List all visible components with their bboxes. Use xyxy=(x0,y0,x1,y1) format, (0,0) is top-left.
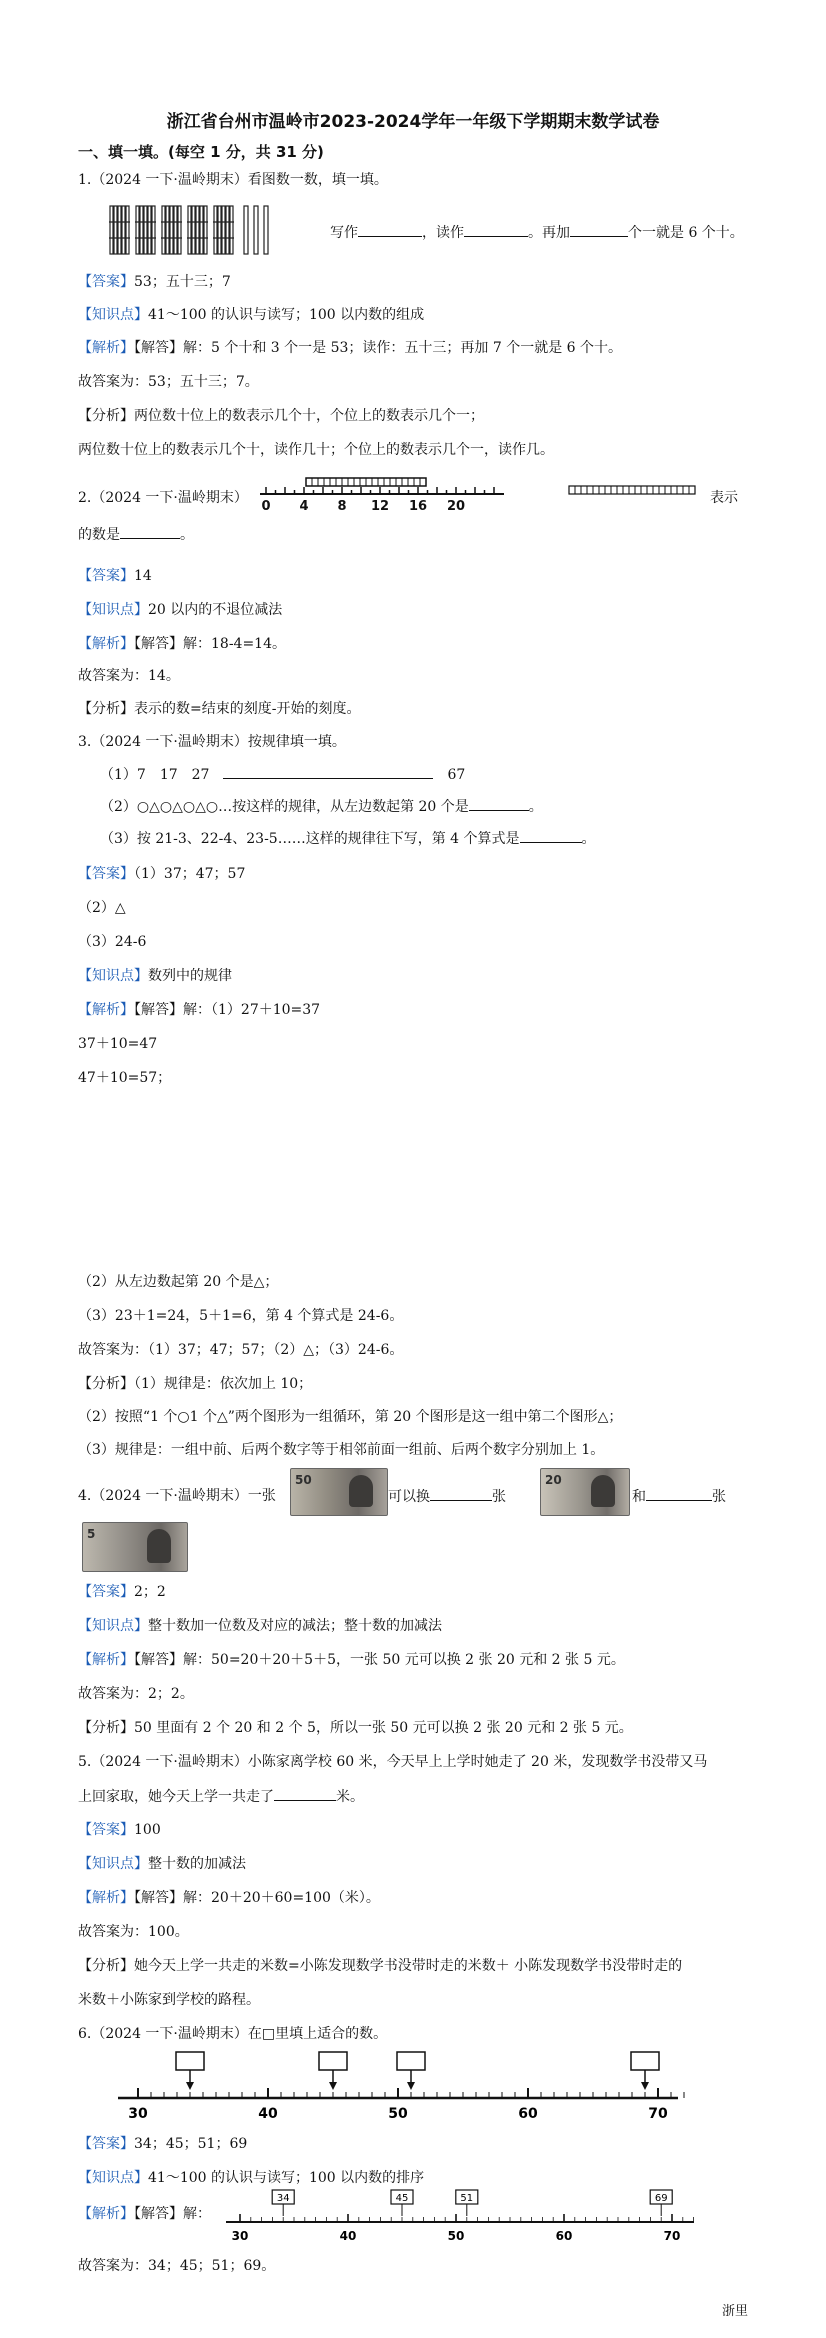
note-value-20: 20 xyxy=(545,1473,562,1487)
portrait-icon xyxy=(349,1475,373,1507)
q6-answer: 【答案】34；45；51；69 xyxy=(78,2136,248,2152)
ruler-figure xyxy=(256,470,506,514)
q6-stem: 6.（2024 一下·温岭期末）在□里填上适合的数。 xyxy=(78,2026,388,2042)
q1-blank-2[interactable] xyxy=(464,222,528,237)
q6-analysis: 【解析】【解答】解： xyxy=(78,2206,211,2222)
q2-fenxi: 【分析】表示的数=结束的刻度-开始的刻度。 xyxy=(78,701,361,717)
q3-blank-3[interactable] xyxy=(520,828,582,843)
q2-knowledge: 【知识点】20 以内的不退位减法 xyxy=(78,602,283,618)
q1-answer: 【答案】53；五十三；7 xyxy=(78,274,231,290)
q3-part2: （2）○△○△○△○…按这样的规律，从左边数起第 20 个是 。 xyxy=(100,796,543,817)
q3-conclusion: 故答案为：（1）37；47；57；（2）△；（3）24-6。 xyxy=(78,1342,404,1358)
q3-a3: （3）23＋1=24，5＋1=6，第 4 个算式是 24-6。 xyxy=(78,1308,404,1324)
answer-box[interactable] xyxy=(397,2052,425,2070)
answer-value: 51 xyxy=(460,2193,474,2204)
answer-box[interactable] xyxy=(319,2052,347,2070)
q3-answer: 【答案】（1）37；47；57 xyxy=(78,866,246,882)
q3-answer-2: （2）△ xyxy=(78,900,126,916)
banknote-5-image xyxy=(82,1522,188,1572)
portrait-icon xyxy=(147,1529,171,1563)
q5-stem-2: 上回家取，她今天上学一共走了 米。 xyxy=(78,1786,364,1807)
axis-label: 50 xyxy=(447,2229,465,2243)
q5-fenxi-2: 米数＋小陈家到学校的路程。 xyxy=(78,1992,260,2008)
q1-conclusion: 故答案为：53；五十三；7。 xyxy=(78,374,259,390)
q4-knowledge: 【知识点】整十数加一位数及对应的减法；整十数的加减法 xyxy=(78,1618,442,1634)
q4-answer: 【答案】2；2 xyxy=(78,1584,166,1600)
q3-blank-1[interactable] xyxy=(223,764,433,779)
q2-answer: 【答案】14 xyxy=(78,568,152,584)
q4-blank-2[interactable] xyxy=(646,1486,712,1501)
q3-analysis: 【解析】【解答】解：（1）27＋10=37 xyxy=(78,1002,321,1018)
q3-a2: （2）从左边数起第 20 个是△； xyxy=(78,1274,279,1290)
q5-answer: 【答案】100 xyxy=(78,1822,161,1838)
q3-stem: 3.（2024 一下·温岭期末）按规律填一填。 xyxy=(78,734,346,750)
banknote-50-image xyxy=(290,1468,388,1516)
q4-blank-1[interactable] xyxy=(430,1486,492,1501)
q4-analysis: 【解析】【解答】解：50=20＋20＋5＋5，一张 50 元可以换 2 张 20 元和 2 张 5 元。 xyxy=(78,1652,625,1668)
q5-blank[interactable] xyxy=(274,1786,336,1801)
answer-value: 45 xyxy=(395,2193,409,2204)
q5-analysis: 【解析】【解答】解：20＋20＋60=100（米）。 xyxy=(78,1890,380,1906)
q5-knowledge: 【知识点】整十数的加减法 xyxy=(78,1856,246,1872)
axis-label: 40 xyxy=(339,2229,357,2243)
counting-sticks-figure xyxy=(108,204,278,260)
number-line-solution-figure xyxy=(220,2186,700,2248)
q1-fill-line: 写作 ，读作 。再加 个一就是 6 个十。 xyxy=(330,222,744,243)
q3-knowledge: 【知识点】数列中的规律 xyxy=(78,968,232,984)
axis-label: 70 xyxy=(648,2106,668,2122)
q5-conclusion: 故答案为：100。 xyxy=(78,1924,189,1940)
ruler-tick-label: 12 xyxy=(370,499,390,514)
q1-blank-1[interactable] xyxy=(358,222,422,237)
banknote-20-image xyxy=(540,1468,630,1516)
pointer-arrow-head xyxy=(407,2082,415,2090)
ruler-tick-label: 16 xyxy=(408,499,428,514)
pointer-arrow-head xyxy=(186,2082,194,2090)
axis-label: 60 xyxy=(518,2106,538,2122)
q2-blank[interactable] xyxy=(120,524,180,539)
answer-value: 69 xyxy=(654,2193,668,2204)
axis-label: 30 xyxy=(231,2229,249,2243)
q3-calc-2: 37＋10=47 xyxy=(78,1036,158,1052)
short-bar-figure xyxy=(568,484,698,498)
answer-box[interactable] xyxy=(631,2052,659,2070)
note-value-5: 5 xyxy=(87,1527,96,1541)
q3-fenxi-1: 【分析】（1）规律是：依次加上 10； xyxy=(78,1376,313,1392)
q1-analysis: 【解析】【解答】解：5 个十和 3 个一是 53；读作：五十三；再加 7 个一就是 6 个十。 xyxy=(78,340,623,356)
axis-label: 50 xyxy=(388,2106,408,2122)
q3-part1: （1）7 17 27 67 xyxy=(100,764,465,785)
q4-fenxi: 【分析】50 里面有 2 个 20 和 2 个 5，所以一张 50 元可以换 2 张 20 元和 2 张 5 元。 xyxy=(78,1720,633,1736)
axis-label: 60 xyxy=(555,2229,573,2243)
q2-tail: 表示 xyxy=(710,490,738,506)
q3-part3: （3）按 21-3、22-4、23-5……这样的规律往下写，第 4 个算式是 。 xyxy=(100,828,596,849)
q3-calc-3: 47＋10=57； xyxy=(78,1070,172,1086)
q1-knowledge: 【知识点】41～100 的认识与读写；100 以内数的组成 xyxy=(78,307,425,323)
q2-conclusion: 故答案为：14。 xyxy=(78,668,180,684)
portrait-icon xyxy=(591,1475,615,1507)
q2-analysis: 【解析】【解答】解：18-4=14。 xyxy=(78,636,286,652)
q3-blank-2[interactable] xyxy=(469,796,529,811)
q3-fenxi-3: （3）规律是：一组中前、后两个数字等于相邻前面一组前、后两个数字分别加上 1。 xyxy=(78,1442,605,1458)
q4-stem: 4.（2024 一下·温岭期末）一张 xyxy=(78,1488,276,1504)
pointer-arrow-head xyxy=(641,2082,649,2090)
page-title: 浙江省台州市温岭市2023-2024学年一年级下学期期末数学试卷 xyxy=(166,112,660,132)
q5-stem: 5.（2024 一下·温岭期末）小陈家离学校 60 米，今天早上上学时她走了 20 米，发现数学书没带又马 xyxy=(78,1754,708,1770)
q3-fenxi-2: （2）按照“1 个○1 个△”两个图形为一组循环，第 20 个图形是这一组中第二个图形△； xyxy=(78,1409,623,1425)
axis-label: 30 xyxy=(128,2106,148,2122)
q4-line1: 可以换 张 xyxy=(388,1486,506,1507)
q1-blank-3[interactable] xyxy=(570,222,628,237)
number-line-figure xyxy=(108,2048,688,2128)
ruler-tick-label: 8 xyxy=(337,499,347,514)
q1-fenxi: 【分析】两位数十位上的数表示几个十，个位上的数表示几个一； xyxy=(78,408,484,424)
q5-fenxi: 【分析】她今天上学一共走的米数=小陈发现数学书没带时走的米数＋ 小陈发现数学书没带时走的 xyxy=(78,1958,683,1974)
ruler-tick-label: 20 xyxy=(446,499,466,514)
pointer-arrow-head xyxy=(329,2082,337,2090)
q2-line2: 的数是 。 xyxy=(78,524,194,545)
ruler-tick-label: 0 xyxy=(261,499,271,514)
q1-fenxi-2: 两位数十位上的数表示几个十，读作几十；个位上的数表示几个一，读作几。 xyxy=(78,442,554,458)
ruler-tick-label: 4 xyxy=(299,499,309,514)
axis-label: 70 xyxy=(663,2229,681,2243)
answer-box[interactable] xyxy=(176,2052,204,2070)
note-value-50: 50 xyxy=(295,1473,312,1487)
q1-stem: 1.（2024 一下·温岭期末）看图数一数，填一填。 xyxy=(78,172,388,188)
q6-conclusion: 故答案为：34；45；51；69。 xyxy=(78,2258,276,2274)
q2-stem: 2.（2024 一下·温岭期末） xyxy=(78,490,248,506)
q6-knowledge: 【知识点】41～100 的认识与读写；100 以内数的排序 xyxy=(78,2170,425,2186)
axis-label: 40 xyxy=(258,2106,278,2122)
q3-answer-3: （3）24-6 xyxy=(78,934,147,950)
q4-conclusion: 故答案为：2；2。 xyxy=(78,1686,194,1702)
q4-line1b: 和 张 xyxy=(632,1486,726,1507)
answer-value: 34 xyxy=(276,2193,290,2204)
page-footer: 浙里 xyxy=(722,2304,749,2319)
section-heading: 一、填一填。(每空 1 分，共 31 分) xyxy=(78,143,324,161)
